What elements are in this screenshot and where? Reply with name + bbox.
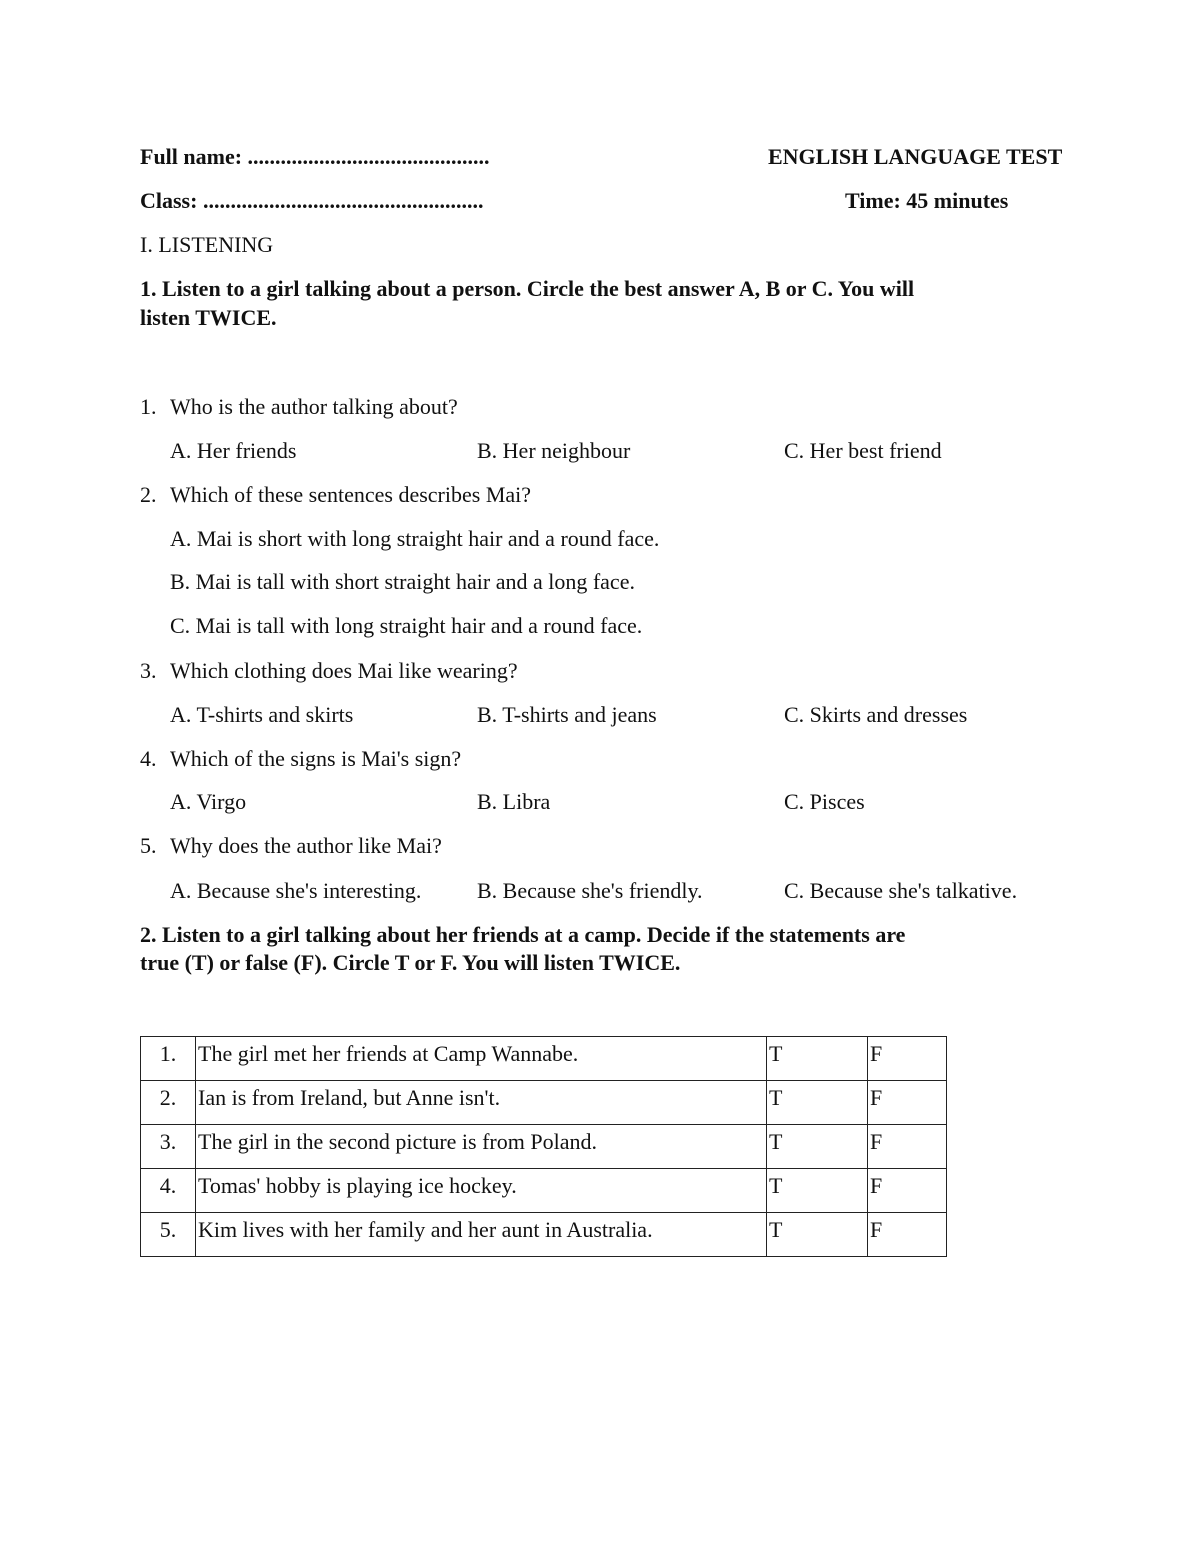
test-title: ENGLISH LANGUAGE TEST	[768, 144, 1063, 169]
option-b: B. Because she's friendly.	[477, 878, 703, 903]
class-label: Class: ...................................................	[140, 188, 484, 213]
row-number: 5.	[141, 1213, 196, 1257]
false-option[interactable]: F	[868, 1037, 947, 1081]
false-option[interactable]: F	[868, 1213, 947, 1257]
question-text: Which clothing does Mai like wearing?	[170, 658, 518, 683]
table-row	[141, 1125, 947, 1169]
part2-instruction: 2. Listen to a girl talking about her friends at a camp. Decide if the statements are	[140, 922, 906, 947]
false-option[interactable]: F	[868, 1169, 947, 1213]
question-text: Which of the signs is Mai's sign?	[170, 746, 462, 771]
table-row	[141, 1169, 947, 1213]
table-row	[141, 1081, 947, 1125]
question-number: 1.	[140, 394, 157, 419]
section-title: I. LISTENING	[140, 232, 274, 257]
option-c: C. Pisces	[784, 789, 865, 814]
row-number: 1.	[141, 1037, 196, 1081]
option-c: C. Mai is tall with long straight hair and a round face.	[170, 613, 643, 638]
true-option[interactable]: T	[767, 1213, 868, 1257]
table-row	[141, 1213, 947, 1257]
option-c: C. Because she's talkative.	[784, 878, 1018, 903]
option-b: B. Mai is tall with short straight hair and a long face.	[170, 569, 635, 594]
part2-instruction-cont: true (T) or false (F). Circle T or F. You will listen TWICE.	[140, 950, 681, 975]
question-text: Who is the author talking about?	[170, 394, 458, 419]
option-a: A. Her friends	[170, 438, 297, 463]
true-option[interactable]: T	[767, 1037, 868, 1081]
option-a: A. Virgo	[170, 789, 247, 814]
question-number: 4.	[140, 746, 157, 771]
true-option[interactable]: T	[767, 1125, 868, 1169]
time-label: Time: 45 minutes	[845, 188, 1009, 213]
false-option[interactable]: F	[868, 1081, 947, 1125]
table-row	[141, 1037, 947, 1081]
row-number: 2.	[141, 1081, 196, 1125]
option-b: B. Her neighbour	[477, 438, 631, 463]
full-name-label: Full name: ............................................	[140, 144, 490, 169]
option-a: A. Mai is short with long straight hair and a round face.	[170, 526, 660, 551]
option-a: A. T-shirts and skirts	[170, 702, 354, 727]
statement: Ian is from Ireland, but Anne isn't.	[196, 1081, 767, 1125]
true-false-table	[140, 1036, 947, 1257]
question-number: 2.	[140, 482, 157, 507]
statement: The girl met her friends at Camp Wannabe.	[196, 1037, 767, 1081]
option-c: C. Her best friend	[784, 438, 942, 463]
true-option[interactable]: T	[767, 1081, 868, 1125]
part1-instruction: 1. Listen to a girl talking about a person. Circle the best answer A, B or C. You will	[140, 276, 915, 301]
statement: The girl in the second picture is from Poland.	[196, 1125, 767, 1169]
part1-instruction-cont: listen TWICE.	[140, 305, 277, 330]
row-number: 3.	[141, 1125, 196, 1169]
option-b: B. Libra	[477, 789, 551, 814]
option-c: C. Skirts and dresses	[784, 702, 968, 727]
question-text: Which of these sentences describes Mai?	[170, 482, 532, 507]
option-b: B. T-shirts and jeans	[477, 702, 657, 727]
true-option[interactable]: T	[767, 1169, 868, 1213]
statement: Kim lives with her family and her aunt in Australia.	[196, 1213, 767, 1257]
false-option[interactable]: F	[868, 1125, 947, 1169]
option-a: A. Because she's interesting.	[170, 878, 422, 903]
statement: Tomas' hobby is playing ice hockey.	[196, 1169, 767, 1213]
question-text: Why does the author like Mai?	[170, 833, 442, 858]
row-number: 4.	[141, 1169, 196, 1213]
question-number: 5.	[140, 833, 157, 858]
question-number: 3.	[140, 658, 157, 683]
